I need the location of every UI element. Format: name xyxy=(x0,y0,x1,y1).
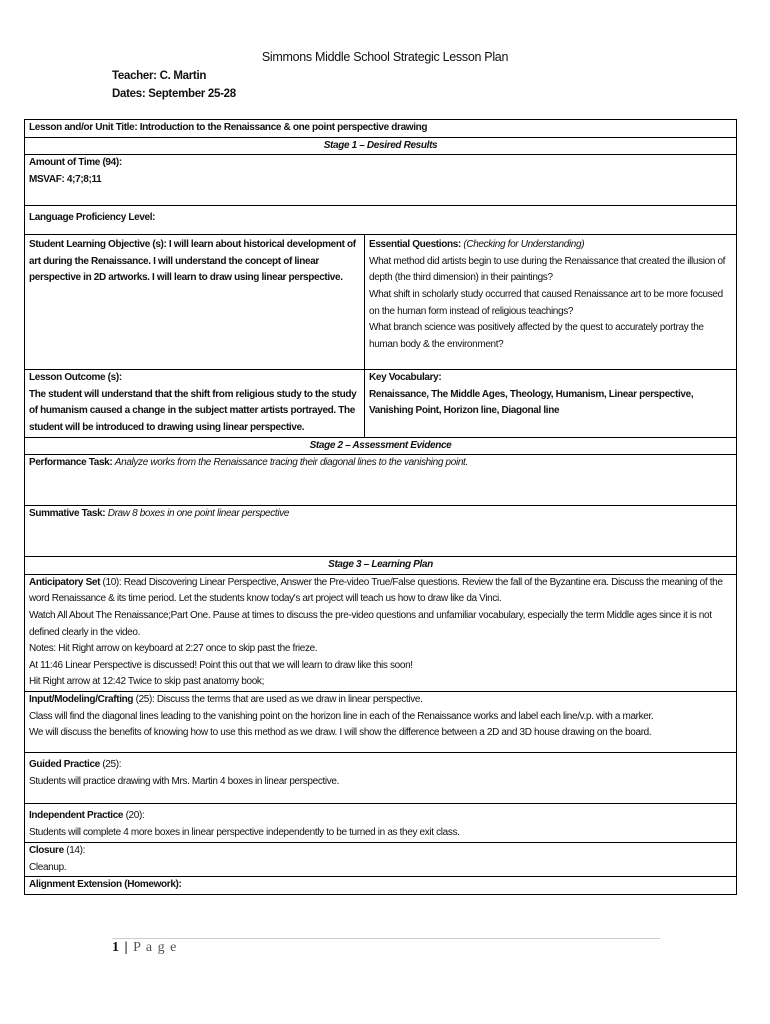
time-cell xyxy=(25,155,737,206)
learning-objective: Student Learning Objective (s): I will learn about historical development of art during the Renaissance. I will understand the concept of linear perspective in 2D artworks. I will learn to draw using linear perspective. xyxy=(25,235,365,370)
stage3-heading: Stage 3 – Learning Plan xyxy=(25,557,737,575)
anticipatory-set-label: Anticipatory Set xyxy=(29,576,101,588)
alignment-extension: Alignment Extension (Homework): xyxy=(25,877,737,895)
summative-task-cell xyxy=(25,506,737,557)
alignment-row xyxy=(25,877,737,895)
time-row xyxy=(25,155,737,206)
independent-practice-text: Students will complete 4 more boxes in linear perspective independently to be turned in as they exit class. xyxy=(29,826,460,838)
input-modeling-label: Input/Modeling/Crafting xyxy=(29,693,134,705)
input-modeling-cell xyxy=(25,691,737,752)
page-footer xyxy=(112,940,177,956)
key-vocabulary-cell xyxy=(365,370,737,437)
anticipatory-set-cell xyxy=(25,574,737,691)
input-text: (25): Discuss the terms that are used as we draw in linear perspective. xyxy=(133,693,423,705)
anticipatory-text: Notes: Hit Right arrow on keyboard at 2:27 once to skip past the frieze. xyxy=(29,643,318,655)
lesson-outcome-label: Lesson Outcome (s): xyxy=(29,372,122,384)
key-vocabulary-label: Key Vocabulary: xyxy=(369,372,442,384)
unit-title-row xyxy=(25,120,737,138)
lesson-plan-table xyxy=(24,119,737,895)
amount-of-time: Amount of Time (94): xyxy=(29,157,122,169)
page-separator: | xyxy=(120,940,134,955)
anticipatory-text: Watch All About The Renaissance;Part One. Pause at times to discuss the pre-video questions and unfamiliar vocabulary, especially the term Middle ages since it is not defined clearly in the video. xyxy=(29,609,712,638)
anticipatory-text: At 11:46 Linear Perspective is discussed! Point this out that we will learn to draw like this soon! xyxy=(29,659,413,671)
objective-row xyxy=(25,235,737,370)
page-label: P a g e xyxy=(133,940,178,955)
performance-row xyxy=(25,455,737,506)
stage2-row xyxy=(25,437,737,455)
performance-task-cell xyxy=(25,455,737,506)
guided-practice-cell xyxy=(25,752,737,803)
essential-question: What shift in scholarly study occurred that caused Renaissance art to be more focused on the human form instead of religious teachings? xyxy=(369,288,723,317)
summative-row xyxy=(25,506,737,557)
lesson-dates: Dates: September 25-28 xyxy=(112,88,236,100)
language-proficiency: Language Proficiency Level: xyxy=(25,206,737,235)
stage3-row xyxy=(25,557,737,575)
input-row xyxy=(25,691,737,752)
stage2-heading: Stage 2 – Assessment Evidence xyxy=(25,437,737,455)
essential-questions-cell xyxy=(365,235,737,370)
page-number: 1 xyxy=(112,940,120,955)
closure-cell xyxy=(25,842,737,876)
performance-task: Analyze works from the Renaissance tracing their diagonal lines to the vanishing point. xyxy=(114,457,468,469)
anticipatory-text: Hit Right arrow at 12:42 Twice to skip past anatomy book; xyxy=(29,676,264,688)
essential-question: What method did artists begin to use during the Renaissance that created the illusion of depth (the third dimension) in their paintings? xyxy=(369,255,726,284)
unit-title: Lesson and/or Unit Title: Introduction to the Renaissance & one point perspective drawing xyxy=(25,120,737,138)
essential-question: What branch science was positively affected by the quest to accurately portray the human body & the environment? xyxy=(369,322,704,350)
closure-time: (14): xyxy=(63,844,86,856)
anticipatory-text: (10): Read Discovering Linear Perspective, Answer the Pre-video True/False questions. Review the fall of the Byzantine era. Discuss the meaning of the word Renaissance & its time period. Let the students know today's art project will teach us how to draw like da Vinci. xyxy=(29,576,723,605)
guided-practice-time: (25): xyxy=(99,758,122,770)
closure-row xyxy=(25,842,737,876)
guided-row xyxy=(25,752,737,803)
guided-practice-text: Students will practice drawing with Mrs. Martin 4 boxes in linear perspective. xyxy=(29,775,340,787)
independent-practice-time: (20): xyxy=(123,809,145,821)
language-row xyxy=(25,206,737,235)
input-text: We will discuss the benefits of knowing how to use this method as we draw. I will show the difference between a 2D and 3D house drawing on the board. xyxy=(29,727,652,739)
independent-practice-label: Independent Practice xyxy=(29,809,124,821)
independent-practice-cell xyxy=(25,803,737,842)
stage1-row xyxy=(25,137,737,155)
key-vocabulary: Renaissance, The Middle Ages, Theology, Humanism, Linear perspective, Vanishing Point, Horizon line, Diagonal line xyxy=(369,388,694,417)
performance-task-label: Performance Task: xyxy=(29,457,113,469)
document-title: Simmons Middle School Strategic Lesson Plan xyxy=(261,50,509,64)
teacher-name: Teacher: C. Martin xyxy=(112,70,207,82)
anticipatory-row xyxy=(25,574,737,691)
msvaf-standards: MSVAF: 4;7;8;11 xyxy=(29,173,102,185)
summative-task-label: Summative Task: xyxy=(29,508,106,520)
input-text: Class will find the diagonal lines leading to the vanishing point on the horizon line in each of the Renaissance works and label each line/v.p. with a marker. xyxy=(29,710,654,722)
stage1-heading: Stage 1 – Desired Results xyxy=(25,137,737,155)
footer-divider xyxy=(112,938,660,939)
lesson-outcome: The student will understand that the shift from religious study to the study of humanism caused a change in the subject matter artists portrayed. The student will be introduced to drawing using linear perspective. xyxy=(29,388,357,433)
guided-practice-label: Guided Practice xyxy=(29,758,100,770)
essential-questions-label: Essential Questions: xyxy=(369,239,461,251)
essential-questions-note: (Checking for Understanding) xyxy=(463,239,585,251)
lesson-outcome-cell xyxy=(25,370,365,437)
summative-task: Draw 8 boxes in one point linear perspective xyxy=(107,508,290,520)
closure-text: Cleanup. xyxy=(29,861,67,873)
closure-label: Closure xyxy=(29,844,64,856)
independent-row xyxy=(25,803,737,842)
outcome-row xyxy=(25,370,737,437)
